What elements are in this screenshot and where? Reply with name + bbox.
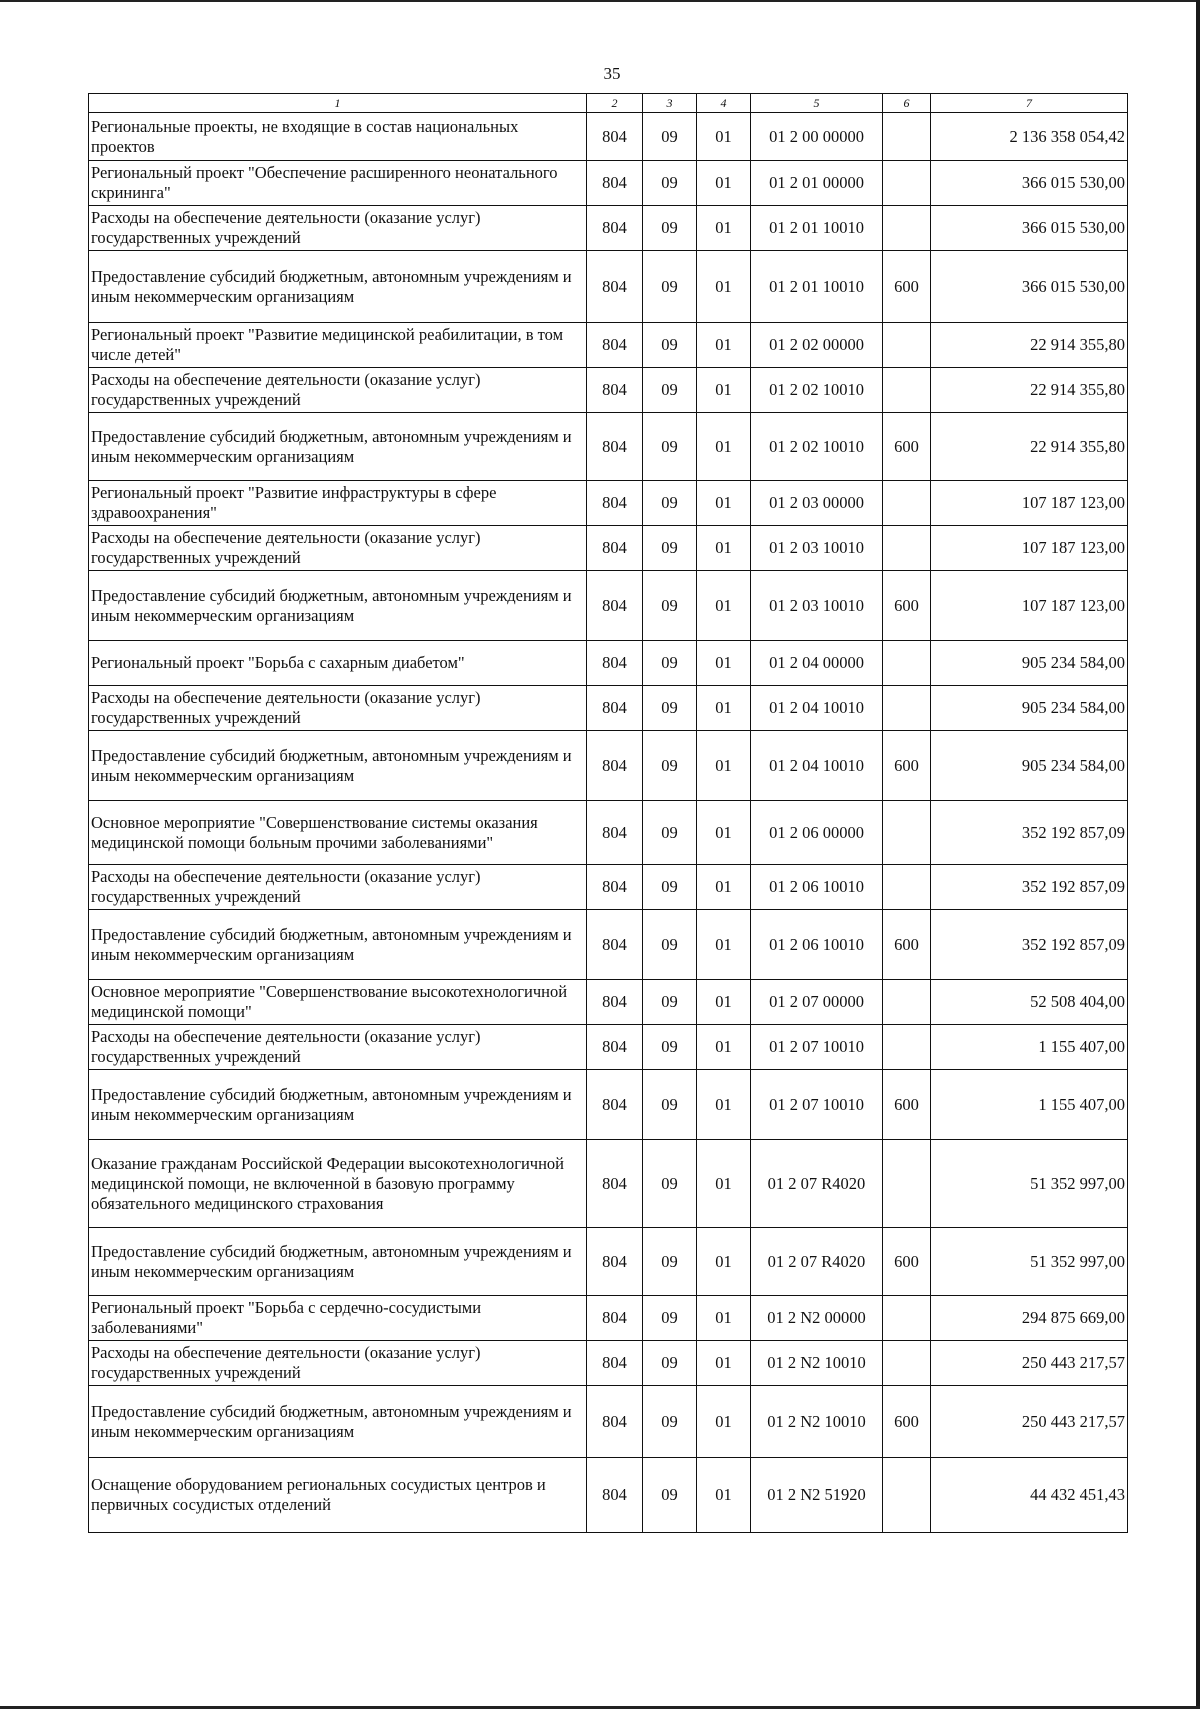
row-csr: 01 2 07 R4020 — [751, 1140, 883, 1228]
row-name: Региональные проекты, не входящие в состав национальных проектов — [89, 113, 587, 161]
row-sum: 352 192 857,09 — [931, 910, 1128, 980]
row-csr: 01 2 04 00000 — [751, 641, 883, 686]
row-rz: 09 — [643, 1296, 697, 1341]
row-name: Предоставление субсидий бюджетным, автономным учреждениям и иным некоммерческим организациям — [89, 571, 587, 641]
row-name: Предоставление субсидий бюджетным, автономным учреждениям и иным некоммерческим организациям — [89, 1070, 587, 1140]
table-body — [89, 94, 1128, 1533]
row-gr: 804 — [587, 526, 643, 571]
row-gr: 804 — [587, 1228, 643, 1296]
row-csr: 01 2 07 R4020 — [751, 1228, 883, 1296]
row-pr: 01 — [697, 413, 751, 481]
row-vr — [883, 1341, 931, 1386]
row-sum: 107 187 123,00 — [931, 481, 1128, 526]
table-row — [89, 910, 1128, 980]
row-rz: 09 — [643, 481, 697, 526]
row-pr: 01 — [697, 865, 751, 910]
row-name: Предоставление субсидий бюджетным, автономным учреждениям и иным некоммерческим организациям — [89, 251, 587, 323]
row-vr — [883, 113, 931, 161]
row-pr: 01 — [697, 731, 751, 801]
row-name: Региональный проект "Борьба с сахарным диабетом" — [89, 641, 587, 686]
row-pr: 01 — [697, 251, 751, 323]
table-row — [89, 323, 1128, 368]
row-vr — [883, 1296, 931, 1341]
row-csr: 01 2 07 10010 — [751, 1070, 883, 1140]
row-name: Региональный проект "Развитие медицинской реабилитации, в том числе детей" — [89, 323, 587, 368]
row-pr: 01 — [697, 641, 751, 686]
row-rz: 09 — [643, 526, 697, 571]
row-pr: 01 — [697, 980, 751, 1025]
row-rz: 09 — [643, 571, 697, 641]
row-pr: 01 — [697, 686, 751, 731]
row-rz: 09 — [643, 641, 697, 686]
table-row — [89, 865, 1128, 910]
column-number: 5 — [751, 94, 883, 113]
row-csr: 01 2 01 10010 — [751, 251, 883, 323]
row-pr: 01 — [697, 801, 751, 865]
row-gr: 804 — [587, 1296, 643, 1341]
row-rz: 09 — [643, 801, 697, 865]
row-pr: 01 — [697, 206, 751, 251]
row-sum: 366 015 530,00 — [931, 206, 1128, 251]
row-csr: 01 2 N2 10010 — [751, 1341, 883, 1386]
row-pr: 01 — [697, 1458, 751, 1533]
row-csr: 01 2 03 10010 — [751, 526, 883, 571]
row-pr: 01 — [697, 910, 751, 980]
row-gr: 804 — [587, 161, 643, 206]
row-name: Основное мероприятие "Совершенствование высокотехнологичной медицинской помощи" — [89, 980, 587, 1025]
column-number: 4 — [697, 94, 751, 113]
row-sum: 250 443 217,57 — [931, 1341, 1128, 1386]
row-gr: 804 — [587, 571, 643, 641]
row-gr: 804 — [587, 801, 643, 865]
row-pr: 01 — [697, 368, 751, 413]
row-rz: 09 — [643, 731, 697, 801]
row-sum: 52 508 404,00 — [931, 980, 1128, 1025]
row-rz: 09 — [643, 323, 697, 368]
row-gr: 804 — [587, 1458, 643, 1533]
row-gr: 804 — [587, 323, 643, 368]
row-csr: 01 2 04 10010 — [751, 686, 883, 731]
row-csr: 01 2 02 00000 — [751, 323, 883, 368]
row-vr: 600 — [883, 910, 931, 980]
row-sum: 107 187 123,00 — [931, 526, 1128, 571]
row-sum: 22 914 355,80 — [931, 413, 1128, 481]
row-vr: 600 — [883, 731, 931, 801]
column-number-row — [89, 94, 1128, 113]
row-rz: 09 — [643, 1140, 697, 1228]
table-row — [89, 1025, 1128, 1070]
row-csr: 01 2 04 10010 — [751, 731, 883, 801]
table-row — [89, 113, 1128, 161]
table-row — [89, 980, 1128, 1025]
row-sum: 22 914 355,80 — [931, 368, 1128, 413]
row-rz: 09 — [643, 1025, 697, 1070]
row-name: Основное мероприятие "Совершенствование системы оказания медицинской помощи больным прочими заболеваниями" — [89, 801, 587, 865]
row-pr: 01 — [697, 1025, 751, 1070]
row-vr: 600 — [883, 1070, 931, 1140]
row-rz: 09 — [643, 686, 697, 731]
row-csr: 01 2 07 00000 — [751, 980, 883, 1025]
row-vr — [883, 368, 931, 413]
table-row — [89, 801, 1128, 865]
row-sum: 352 192 857,09 — [931, 801, 1128, 865]
table-row — [89, 641, 1128, 686]
row-name: Расходы на обеспечение деятельности (оказание услуг) государственных учреждений — [89, 206, 587, 251]
row-name: Предоставление субсидий бюджетным, автономным учреждениям и иным некоммерческим организациям — [89, 1386, 587, 1458]
row-vr — [883, 801, 931, 865]
row-vr — [883, 1458, 931, 1533]
row-name: Оснащение оборудованием региональных сосудистых центров и первичных сосудистых отделений — [89, 1458, 587, 1533]
row-pr: 01 — [697, 1140, 751, 1228]
row-pr: 01 — [697, 1070, 751, 1140]
row-vr — [883, 206, 931, 251]
row-pr: 01 — [697, 113, 751, 161]
row-name: Расходы на обеспечение деятельности (оказание услуг) государственных учреждений — [89, 686, 587, 731]
row-csr: 01 2 03 10010 — [751, 571, 883, 641]
row-sum: 366 015 530,00 — [931, 251, 1128, 323]
row-rz: 09 — [643, 413, 697, 481]
row-name: Предоставление субсидий бюджетным, автономным учреждениям и иным некоммерческим организациям — [89, 413, 587, 481]
table-row — [89, 1296, 1128, 1341]
column-number: 2 — [587, 94, 643, 113]
row-sum: 905 234 584,00 — [931, 641, 1128, 686]
row-vr: 600 — [883, 413, 931, 481]
table-row — [89, 1386, 1128, 1458]
row-csr: 01 2 06 10010 — [751, 910, 883, 980]
row-name: Расходы на обеспечение деятельности (оказание услуг) государственных учреждений — [89, 1341, 587, 1386]
row-name: Предоставление субсидий бюджетным, автономным учреждениям и иным некоммерческим организациям — [89, 1228, 587, 1296]
row-sum: 51 352 997,00 — [931, 1140, 1128, 1228]
row-name: Расходы на обеспечение деятельности (оказание услуг) государственных учреждений — [89, 865, 587, 910]
row-pr: 01 — [697, 481, 751, 526]
row-rz: 09 — [643, 1341, 697, 1386]
row-vr — [883, 526, 931, 571]
column-number: 3 — [643, 94, 697, 113]
row-gr: 804 — [587, 865, 643, 910]
row-gr: 804 — [587, 413, 643, 481]
row-vr — [883, 481, 931, 526]
row-vr — [883, 686, 931, 731]
table-row — [89, 206, 1128, 251]
row-rz: 09 — [643, 1386, 697, 1458]
row-csr: 01 2 01 10010 — [751, 206, 883, 251]
table-row — [89, 1228, 1128, 1296]
row-pr: 01 — [697, 1386, 751, 1458]
row-gr: 804 — [587, 641, 643, 686]
row-pr: 01 — [697, 1341, 751, 1386]
row-gr: 804 — [587, 1070, 643, 1140]
table-row — [89, 1140, 1128, 1228]
row-gr: 804 — [587, 910, 643, 980]
row-sum: 294 875 669,00 — [931, 1296, 1128, 1341]
row-csr: 01 2 07 10010 — [751, 1025, 883, 1070]
row-name: Предоставление субсидий бюджетным, автономным учреждениям и иным некоммерческим организациям — [89, 910, 587, 980]
row-name: Предоставление субсидий бюджетным, автономным учреждениям и иным некоммерческим организациям — [89, 731, 587, 801]
row-rz: 09 — [643, 910, 697, 980]
row-rz: 09 — [643, 251, 697, 323]
row-sum: 44 432 451,43 — [931, 1458, 1128, 1533]
row-name: Оказание гражданам Российской Федерации высокотехнологичной медицинской помощи, не включенной в базовую программу обязательного медицинского страхования — [89, 1140, 587, 1228]
row-rz: 09 — [643, 865, 697, 910]
row-csr: 01 2 N2 00000 — [751, 1296, 883, 1341]
row-pr: 01 — [697, 1296, 751, 1341]
scan-edge-top — [0, 0, 1200, 2]
row-name: Региональный проект "Борьба с сердечно-сосудистыми заболеваниями" — [89, 1296, 587, 1341]
row-vr — [883, 1025, 931, 1070]
row-name: Расходы на обеспечение деятельности (оказание услуг) государственных учреждений — [89, 526, 587, 571]
row-gr: 804 — [587, 206, 643, 251]
row-gr: 804 — [587, 113, 643, 161]
row-rz: 09 — [643, 1228, 697, 1296]
row-vr: 600 — [883, 1386, 931, 1458]
table-row — [89, 526, 1128, 571]
row-gr: 804 — [587, 1140, 643, 1228]
table-row — [89, 731, 1128, 801]
row-name: Региональный проект "Обеспечение расширенного неонатального скрининга" — [89, 161, 587, 206]
row-rz: 09 — [643, 161, 697, 206]
row-name: Расходы на обеспечение деятельности (оказание услуг) государственных учреждений — [89, 1025, 587, 1070]
row-sum: 905 234 584,00 — [931, 686, 1128, 731]
row-csr: 01 2 N2 10010 — [751, 1386, 883, 1458]
table-row — [89, 251, 1128, 323]
budget-table — [88, 93, 1128, 1533]
row-vr: 600 — [883, 1228, 931, 1296]
row-rz: 09 — [643, 980, 697, 1025]
row-csr: 01 2 00 00000 — [751, 113, 883, 161]
row-csr: 01 2 01 00000 — [751, 161, 883, 206]
table-row — [89, 686, 1128, 731]
row-rz: 09 — [643, 1458, 697, 1533]
row-name: Расходы на обеспечение деятельности (оказание услуг) государственных учреждений — [89, 368, 587, 413]
row-name: Региональный проект "Развитие инфраструктуры в сфере здравоохранения" — [89, 481, 587, 526]
row-sum: 51 352 997,00 — [931, 1228, 1128, 1296]
row-sum: 107 187 123,00 — [931, 571, 1128, 641]
row-gr: 804 — [587, 686, 643, 731]
page-number: 35 — [603, 64, 621, 83]
column-number: 7 — [931, 94, 1128, 113]
table-row — [89, 481, 1128, 526]
row-gr: 804 — [587, 1386, 643, 1458]
row-vr — [883, 1140, 931, 1228]
row-sum: 250 443 217,57 — [931, 1386, 1128, 1458]
row-vr: 600 — [883, 251, 931, 323]
row-csr: 01 2 N2 51920 — [751, 1458, 883, 1533]
row-sum: 352 192 857,09 — [931, 865, 1128, 910]
column-number: 6 — [883, 94, 931, 113]
row-vr — [883, 865, 931, 910]
row-pr: 01 — [697, 323, 751, 368]
table-row — [89, 1458, 1128, 1533]
row-gr: 804 — [587, 980, 643, 1025]
row-vr — [883, 980, 931, 1025]
row-sum: 905 234 584,00 — [931, 731, 1128, 801]
row-gr: 804 — [587, 368, 643, 413]
row-csr: 01 2 06 00000 — [751, 801, 883, 865]
row-sum: 1 155 407,00 — [931, 1025, 1128, 1070]
row-gr: 804 — [587, 251, 643, 323]
row-gr: 804 — [587, 1341, 643, 1386]
row-csr: 01 2 02 10010 — [751, 368, 883, 413]
row-pr: 01 — [697, 526, 751, 571]
row-vr — [883, 323, 931, 368]
table-row — [89, 161, 1128, 206]
row-rz: 09 — [643, 368, 697, 413]
table-row — [89, 413, 1128, 481]
row-rz: 09 — [643, 1070, 697, 1140]
row-vr — [883, 161, 931, 206]
row-gr: 804 — [587, 481, 643, 526]
row-csr: 01 2 03 00000 — [751, 481, 883, 526]
table-row — [89, 1341, 1128, 1386]
row-pr: 01 — [697, 161, 751, 206]
row-csr: 01 2 02 10010 — [751, 413, 883, 481]
row-csr: 01 2 06 10010 — [751, 865, 883, 910]
row-vr — [883, 641, 931, 686]
row-pr: 01 — [697, 1228, 751, 1296]
row-rz: 09 — [643, 206, 697, 251]
row-gr: 804 — [587, 1025, 643, 1070]
table-row — [89, 571, 1128, 641]
row-sum: 2 136 358 054,42 — [931, 113, 1128, 161]
table-row — [89, 368, 1128, 413]
scan-edge-right — [1196, 0, 1200, 1709]
row-sum: 366 015 530,00 — [931, 161, 1128, 206]
row-gr: 804 — [587, 731, 643, 801]
row-sum: 22 914 355,80 — [931, 323, 1128, 368]
row-rz: 09 — [643, 113, 697, 161]
row-vr: 600 — [883, 571, 931, 641]
column-number: 1 — [89, 94, 587, 113]
row-pr: 01 — [697, 571, 751, 641]
row-sum: 1 155 407,00 — [931, 1070, 1128, 1140]
table-row — [89, 1070, 1128, 1140]
